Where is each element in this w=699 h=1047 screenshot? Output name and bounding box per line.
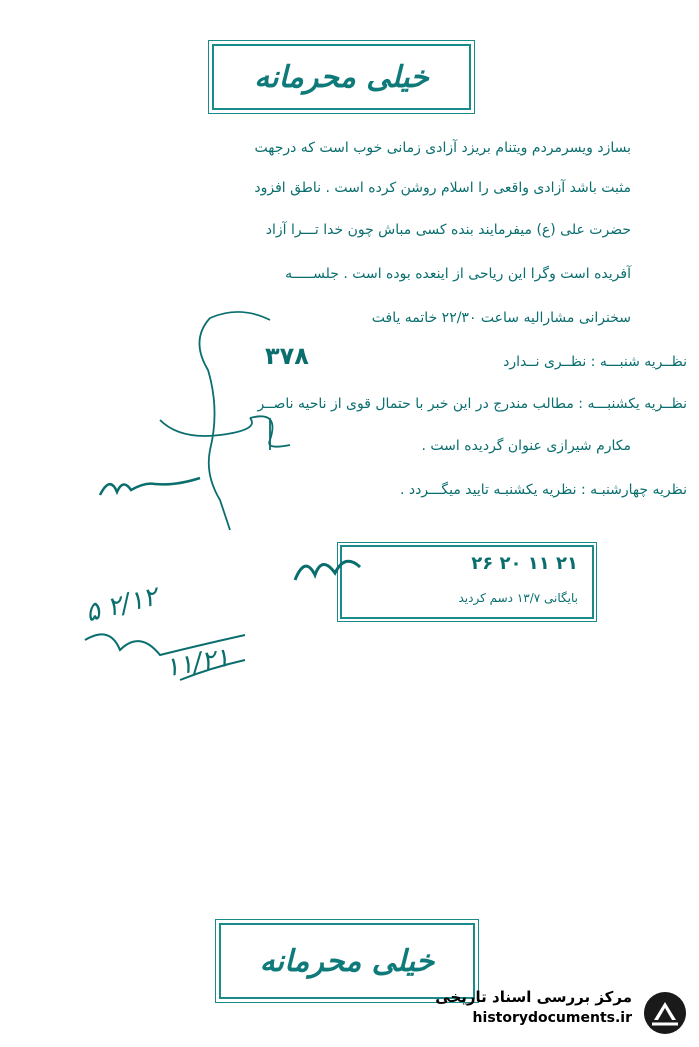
handwritten-date: ۲/۱۲ ۵ [82,581,161,629]
body-line-2: مثبت باشد آزادی واقعی را اسلام روشن کرده است . ناطق افزود [254,180,631,196]
registration-stamp-numbers: ۲۱ ۱۱ ۲۰ ۲۶ [471,553,578,574]
registration-stamp [340,545,594,619]
body-line-3: حضرت علی (ع) میفرمایند بنده کسی مباش چون خدا تـــرا آزاد [265,222,631,238]
handwritten-date-lower: ۱۱/۲۱ [162,642,232,684]
stamp-top-text: خیلی محرمانه [254,59,429,95]
confidential-stamp-top [212,44,471,110]
archive-logo-icon [642,990,688,1036]
body-line-1: بسازد ویسرمردم ویتنام بریزد آزادی زمانی خوب است که درجهت [254,140,631,156]
opinion-wednesday: نظریه چهارشنبـه : نظریه یکشنبـه تایید میگـــردد . [399,482,687,498]
registration-stamp-note: بایگانی ۱۳/۷ دسم کردید [458,591,578,605]
body-line-4: آفریده است وگرا این ریاحی از اینعده بوده است . جلســـــه [285,266,631,282]
opinion-saturday-number: ۳۷۸ [265,342,309,370]
opinion-sunday: نظــریه یکشنبـــه : مطالب مندرج در این خبر با حتمال قوی از ناحیه ناصــر [257,396,687,412]
body-line-5: سخنرانی مشارالیه ساعت ۲۲/۳۰ خاتمه یافت [371,310,631,326]
opinion-saturday: نظــریه شنبـــه : نظــری نــدارد [503,354,687,370]
footer-url: historydocuments.ir [472,1010,632,1026]
registration-scribble [290,545,370,595]
handwritten-underline [80,610,250,700]
initials-signature [95,470,205,510]
stamp-bottom-text: خیلی محرمانه [259,943,435,979]
footer-title: مرکز بررسی اسناد تاریخی [435,988,632,1006]
opinion-sunday-cont: مکارم شیرازی عنوان گردیده است . [421,438,631,454]
footer-watermark [420,988,692,1038]
